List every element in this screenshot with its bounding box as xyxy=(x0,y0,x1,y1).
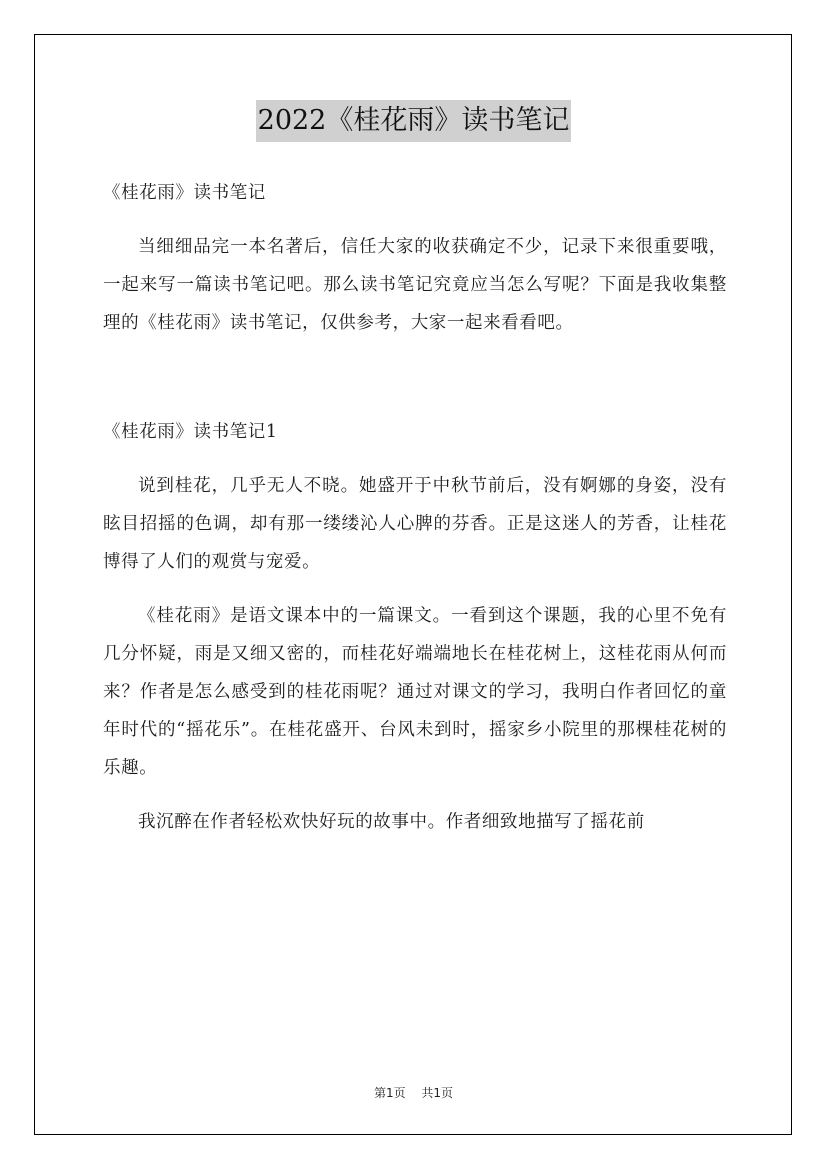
document-body xyxy=(103,174,727,841)
title-container xyxy=(0,100,827,142)
note1-heading: 《桂花雨》读书笔记1 xyxy=(103,422,278,442)
intro-paragraph: 当细细品完一本名著后，信任大家的收获确定不少，记录下来很重要哦，一起来写一篇读书笔记吧。那么读书笔记究竟应当怎么写呢？下面是我收集整理的《桂花雨》读书笔记，仅供参考，大家一起来看看吧。 xyxy=(103,237,727,333)
page-total: 共1页 xyxy=(421,1086,454,1100)
page-number: 第1页 xyxy=(373,1086,406,1100)
document-title: 2022《桂花雨》读书笔记 xyxy=(256,100,572,142)
body-paragraph-2: 《桂花雨》是语文课本中的一篇课文。一看到这个课题，我的心里不免有几分怀疑，雨是又细又密的，而桂花好端端地长在桂花树上，这桂花雨从何而来？作者是怎么感受到的桂花雨呢？通过对课文的学习，我明白作者回忆的童年时代的“摇花乐”。在桂花盛开、台风未到时，摇家乡小院里的那棵桂花树的乐趣。 xyxy=(103,606,727,778)
spacer xyxy=(103,342,727,413)
body-paragraph-3: 我沉醉在作者轻松欢快好玩的故事中。作者细致地描写了摇花前 xyxy=(138,812,645,832)
page-footer xyxy=(0,1084,827,1101)
body-paragraph-1: 说到桂花，几乎无人不晓。她盛开于中秋节前后，没有婀娜的身姿，没有眩目招摇的色调，却有那一缕缕沁人心脾的芬香。正是这迷人的芳香，让桂花博得了人们的观赏与宠爱。 xyxy=(103,476,727,572)
section-heading: 《桂花雨》读书笔记 xyxy=(103,183,266,203)
